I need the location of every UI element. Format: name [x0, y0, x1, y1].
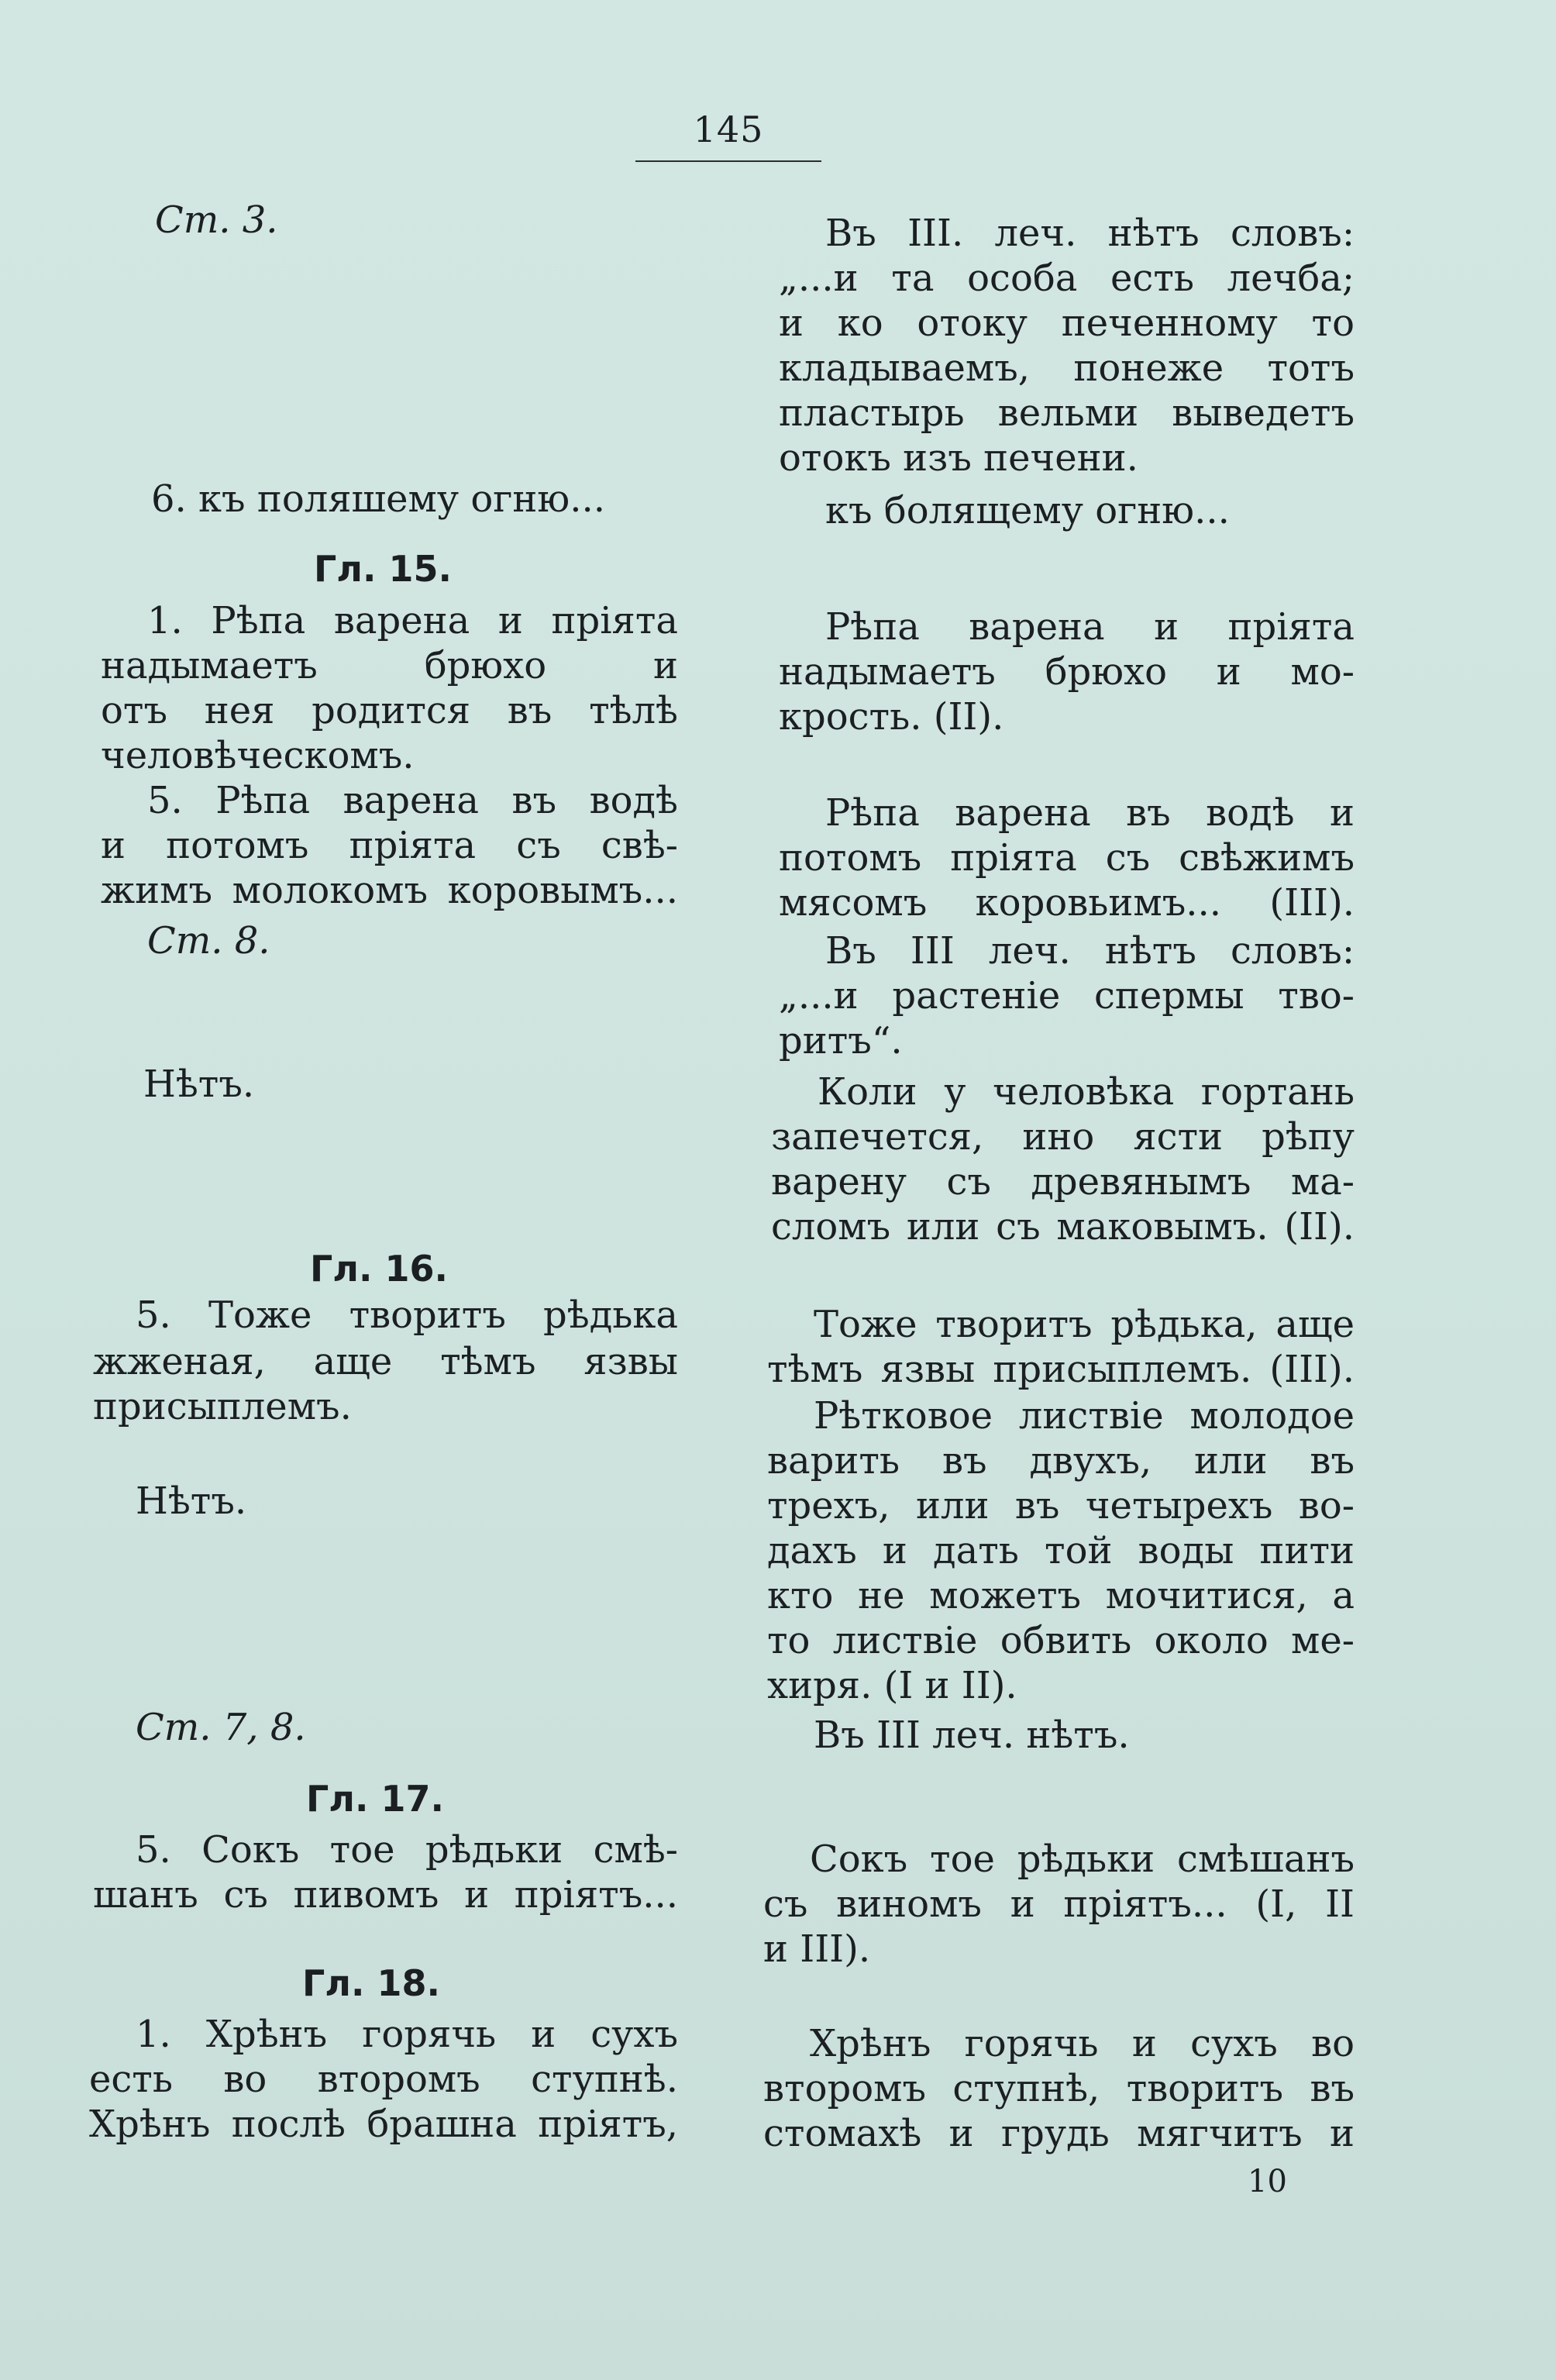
- right-text-line: Рѣпа варена въ водѣ и: [825, 791, 1355, 835]
- right-text-line: Рѣтковое листвіе молодое: [814, 1394, 1355, 1438]
- left-text-line: Ст. 3.: [155, 198, 278, 242]
- right-text-line: ритъ“.: [779, 1019, 903, 1063]
- right-text-line: надымаетъ брюхо и мо-: [779, 650, 1355, 694]
- right-text-line: кто не можетъ мочитися, а: [767, 1574, 1355, 1617]
- right-text-line: тѣмъ язвы присыплемъ. (III).: [767, 1348, 1355, 1391]
- right-text-line: съ виномъ и пріятъ... (I, II: [763, 1882, 1355, 1926]
- right-text-line: къ болящему огню...: [825, 489, 1230, 532]
- left-text-line: Ст. 8.: [147, 919, 270, 963]
- right-text-line: хиря. (I и II).: [767, 1664, 1017, 1707]
- right-text-line: кладываемъ, понеже тотъ: [779, 346, 1355, 390]
- left-text-line: Гл. 17.: [306, 1778, 444, 1820]
- right-text-line: Тоже творитъ рѣдька, аще: [814, 1303, 1355, 1346]
- right-text-line: „...и та особа есть лечба;: [779, 257, 1355, 300]
- right-text-line: Рѣпа варена и пріята: [825, 605, 1355, 649]
- left-text-line: надымаетъ брюхо и: [101, 644, 678, 687]
- header-rule: [635, 160, 821, 162]
- left-text-line: Гл. 15.: [314, 548, 452, 590]
- left-text-line: Хрѣнъ послѣ брашна пріятъ,: [89, 2103, 678, 2146]
- right-text-line: Коли у человѣка гортань: [818, 1070, 1355, 1114]
- right-text-line: дахъ и дать той воды пити: [767, 1529, 1355, 1572]
- left-text-line: и потомъ пріята съ свѣ-: [101, 824, 678, 867]
- left-text-line: есть во второмъ ступнѣ.: [89, 2058, 678, 2101]
- left-text-line: 1. Рѣпа варена и пріята: [147, 599, 678, 642]
- left-text-line: Гл. 16.: [310, 1248, 448, 1290]
- right-text-line: „...и растеніе спермы тво-: [779, 974, 1355, 1018]
- left-text-line: 6. къ поляшему огню...: [151, 477, 605, 521]
- left-text-line: присыплемъ.: [93, 1385, 352, 1428]
- right-text-line: варену съ древянымъ ма-: [771, 1160, 1355, 1204]
- right-text-line: пластырь вельми выведетъ: [779, 391, 1355, 435]
- right-text-line: и III).: [763, 1927, 871, 1971]
- right-text-line: второмъ ступнѣ, творитъ въ: [763, 2067, 1355, 2110]
- right-text-line: Хрѣнъ горячь и сухъ во: [810, 2022, 1355, 2065]
- left-text-line: 1. Хрѣнъ горячь и сухъ: [136, 2013, 678, 2056]
- right-text-line: трехъ, или въ четырехъ во-: [767, 1484, 1355, 1528]
- left-text-line: жимъ молокомъ коровымъ...: [101, 869, 678, 912]
- page-number: 145: [693, 108, 764, 150]
- right-text-line: Въ III. леч. нѣтъ словъ:: [825, 212, 1355, 255]
- right-text-line: Въ III леч. нѣтъ.: [814, 1714, 1130, 1757]
- right-text-line: варить въ двухъ, или въ: [767, 1439, 1355, 1483]
- left-text-line: Нѣтъ.: [143, 1063, 255, 1106]
- right-text-line: сломъ или съ маковымъ. (II).: [771, 1205, 1355, 1249]
- left-text-line: отъ нея родится въ тѣлѣ: [101, 689, 678, 732]
- left-text-line: шанъ съ пивомъ и пріятъ...: [93, 1873, 678, 1917]
- left-text-line: Ст. 7, 8.: [136, 1706, 306, 1749]
- right-text-line: потомъ пріята съ свѣжимъ: [779, 836, 1355, 880]
- right-text-line: отокъ изъ печени.: [779, 436, 1138, 480]
- left-text-line: 5. Рѣпа варена въ водѣ: [147, 779, 678, 822]
- signature-mark: 10: [1248, 2164, 1287, 2199]
- right-text-line: Сокъ тое рѣдьки смѣшанъ: [810, 1838, 1355, 1881]
- right-text-line: запечется, ино ясти рѣпу: [771, 1115, 1355, 1159]
- right-text-line: мясомъ коровьимъ... (III).: [779, 881, 1355, 925]
- right-text-line: то листвіе обвить около ме-: [767, 1619, 1355, 1662]
- left-text-line: жженая, аще тѣмъ язвы: [93, 1340, 678, 1383]
- left-text-line: Нѣтъ.: [136, 1479, 247, 1523]
- left-text-line: Гл. 18.: [302, 1962, 440, 2004]
- left-text-line: человѣческомъ.: [101, 734, 415, 777]
- left-text-line: 5. Сокъ тое рѣдьки смѣ-: [136, 1828, 678, 1872]
- right-text-line: стомахѣ и грудь мягчитъ и: [763, 2112, 1355, 2155]
- left-text-line: 5. Тоже творитъ рѣдька: [136, 1293, 678, 1337]
- right-text-line: Въ III леч. нѣтъ словъ:: [825, 929, 1355, 973]
- right-text-line: и ко отоку печенному то: [779, 301, 1355, 345]
- right-text-line: крость. (II).: [779, 695, 1004, 739]
